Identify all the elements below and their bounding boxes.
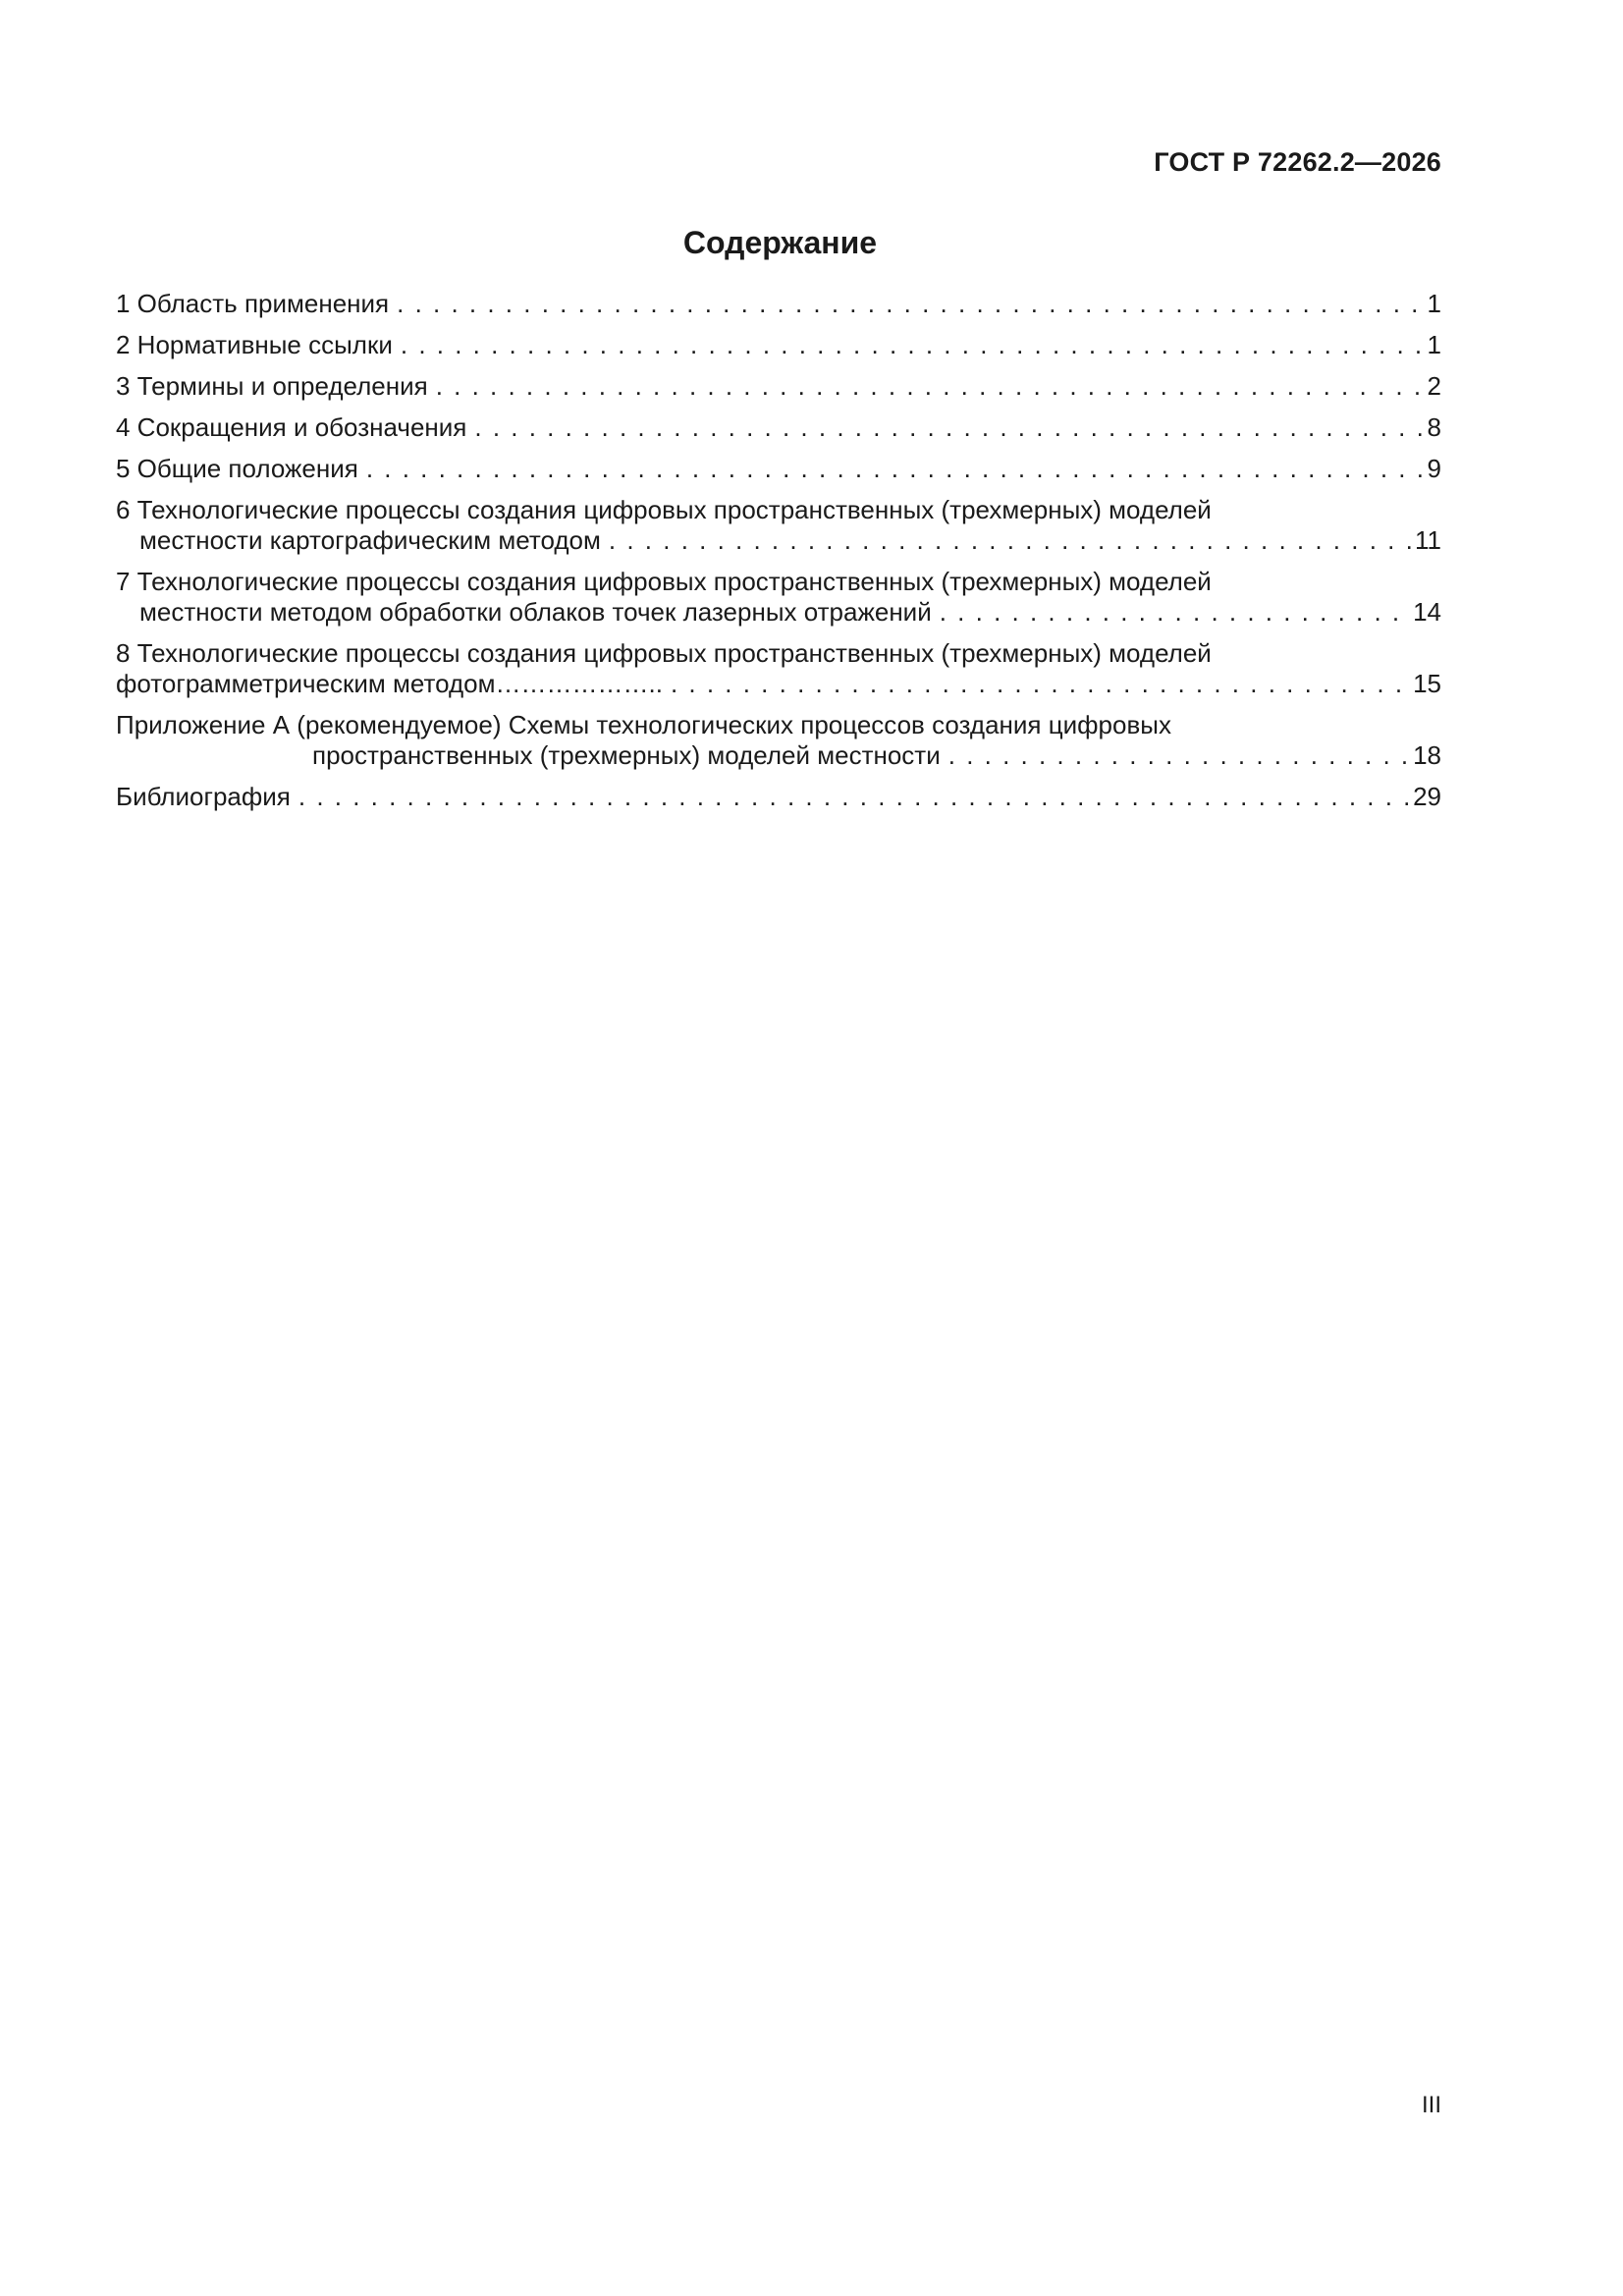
toc-entry-label: Приложение А (рекомендуемое) Схемы технологических процессов создания цифровых [116, 710, 1171, 739]
toc-page-number: 18 [1413, 740, 1441, 770]
toc-entry-label: 6 Технологические процессы создания цифровых пространственных (трехмерных) моделей [116, 495, 1212, 524]
toc-entry-label: 3 Термины и определения [116, 371, 428, 401]
dot-leader [298, 782, 1409, 812]
toc-entry-6[interactable] [116, 495, 1441, 556]
toc-page-number: 8 [1427, 412, 1441, 442]
toc-page-number: 29 [1413, 782, 1441, 811]
dot-leader [366, 454, 1424, 484]
toc-page-number: 11 [1415, 525, 1441, 555]
toc-page-number: 14 [1413, 597, 1441, 627]
toc-entry-3[interactable] [116, 371, 1441, 402]
toc-page-number: 15 [1413, 669, 1441, 698]
toc-entry-7[interactable] [116, 567, 1441, 628]
toc-entry-label-continuation: местности методом обработки облаков точек лазерных отражений [139, 597, 932, 627]
toc-title: Содержание [682, 225, 878, 260]
document-code: ГОСТ Р 72262.2—2026 [1154, 147, 1441, 177]
toc-page-number: 1 [1427, 330, 1441, 359]
dot-leader [474, 412, 1423, 443]
dot-leader [609, 525, 1411, 556]
dot-leader [948, 740, 1409, 771]
toc-page-number: 2 [1427, 371, 1441, 401]
toc-entry-1[interactable] [116, 289, 1441, 319]
toc-entry-4[interactable] [116, 412, 1441, 443]
toc-entry-label-continuation: фотограмметрическим методом……………….. [116, 669, 663, 698]
toc-entry-label: 5 Общие положения [116, 454, 358, 483]
toc-entry-appendix-a[interactable] [116, 710, 1441, 771]
page-number-footer: III [1421, 2092, 1441, 2118]
dot-leader [671, 669, 1409, 699]
dot-leader [436, 371, 1424, 402]
toc-entry-label: 8 Технологические процессы создания цифровых пространственных (трехмерных) моделей [116, 638, 1212, 668]
toc-entry-8[interactable] [116, 638, 1441, 699]
toc-entry-label: 4 Сокращения и обозначения [116, 412, 467, 442]
table-of-contents [116, 289, 1441, 823]
toc-page-number: 9 [1427, 454, 1441, 483]
toc-page-number: 1 [1427, 289, 1441, 318]
dot-leader [401, 330, 1424, 360]
toc-entry-2[interactable] [116, 330, 1441, 360]
toc-entry-label-continuation: пространственных (трехмерных) моделей местности [312, 740, 941, 770]
toc-entry-bibliography[interactable] [116, 782, 1441, 812]
toc-entry-label: 2 Нормативные ссылки [116, 330, 393, 359]
toc-entry-label: 7 Технологические процессы создания цифровых пространственных (трехмерных) моделей [116, 567, 1212, 596]
toc-entry-label-continuation: местности картографическим методом [139, 525, 601, 555]
toc-entry-5[interactable] [116, 454, 1441, 484]
dot-leader [397, 289, 1423, 319]
dot-leader [940, 597, 1409, 628]
toc-entry-label: 1 Область применения [116, 289, 390, 318]
toc-entry-label: Библиография [116, 782, 291, 811]
